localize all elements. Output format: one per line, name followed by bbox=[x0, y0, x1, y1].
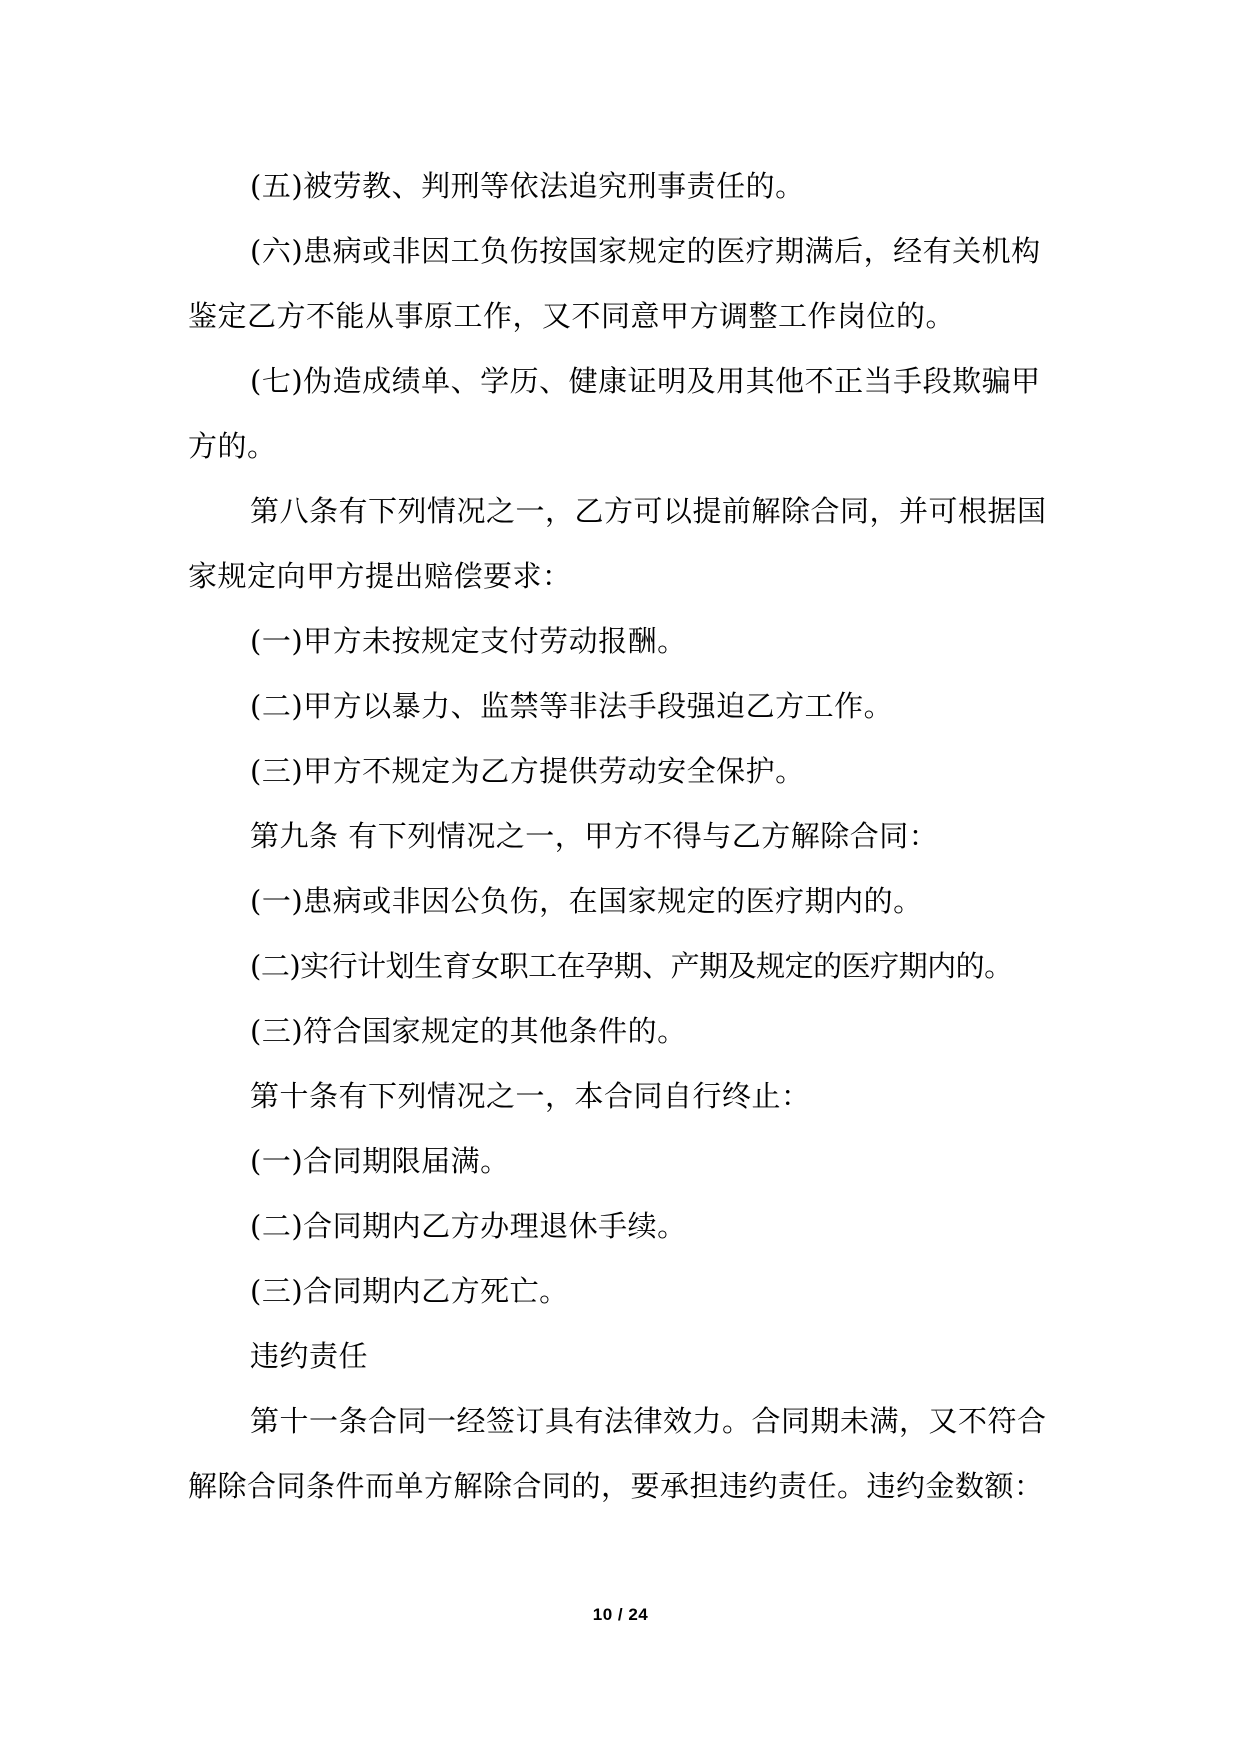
page-number: 10 / 24 bbox=[592, 1605, 649, 1624]
paragraph-article-10-item-1: (一)合同期限届满。 bbox=[250, 1144, 510, 1178]
paragraph-article-8: 第八条有下列情况之一，乙方可以提前解除合同，并可根据国家规定向甲方提出赔偿要求： bbox=[188, 494, 1047, 593]
paragraph-article-8-item-2: (二)甲方以暴力、监禁等非法手段强迫乙方工作。 bbox=[250, 689, 894, 723]
paragraph-article-9: 第九条 有下列情况之一，甲方不得与乙方解除合同： bbox=[250, 819, 939, 853]
paragraph-article-9-item-3: (三)符合国家规定的其他条件的。 bbox=[250, 1014, 687, 1048]
paragraph-clause-5: (五)被劳教、判刑等依法追究刑事责任的。 bbox=[250, 169, 805, 203]
paragraph-article-10-item-3: (三)合同期内乙方死亡。 bbox=[250, 1274, 569, 1308]
paragraph-article-8-item-1: (一)甲方未按规定支付劳动报酬。 bbox=[250, 624, 687, 658]
document-body bbox=[188, 154, 1068, 1519]
paragraph-article-10: 第十条有下列情况之一，本合同自行终止： bbox=[250, 1079, 811, 1113]
paragraph-clause-6: (六)患病或非因工负伤按国家规定的医疗期满后，经有关机构鉴定乙方不能从事原工作，又不同意甲方调整工作岗位的。 bbox=[188, 234, 1041, 333]
paragraph-article-9-item-2: (二)实行计划生育女职工在孕期、产期及规定的医疗期内的。 bbox=[250, 949, 1013, 983]
section-heading-breach-liability: 违约责任 bbox=[250, 1339, 369, 1373]
paragraph-clause-7: (七)伪造成绩单、学历、健康证明及用其他不正当手段欺骗甲方的。 bbox=[188, 364, 1041, 463]
paragraph-article-8-item-3: (三)甲方不规定为乙方提供劳动安全保护。 bbox=[250, 754, 805, 788]
paragraph-article-11: 第十一条合同一经签订具有法律效力。合同期未满，又不符合解除合同条件而单方解除合同的，要承担违约责任。违约金数额： bbox=[188, 1404, 1047, 1503]
paragraph-article-9-item-1: (一)患病或非因公负伤，在国家规定的医疗期内的。 bbox=[250, 884, 923, 918]
paragraph-article-10-item-2: (二)合同期内乙方办理退休手续。 bbox=[250, 1209, 687, 1243]
